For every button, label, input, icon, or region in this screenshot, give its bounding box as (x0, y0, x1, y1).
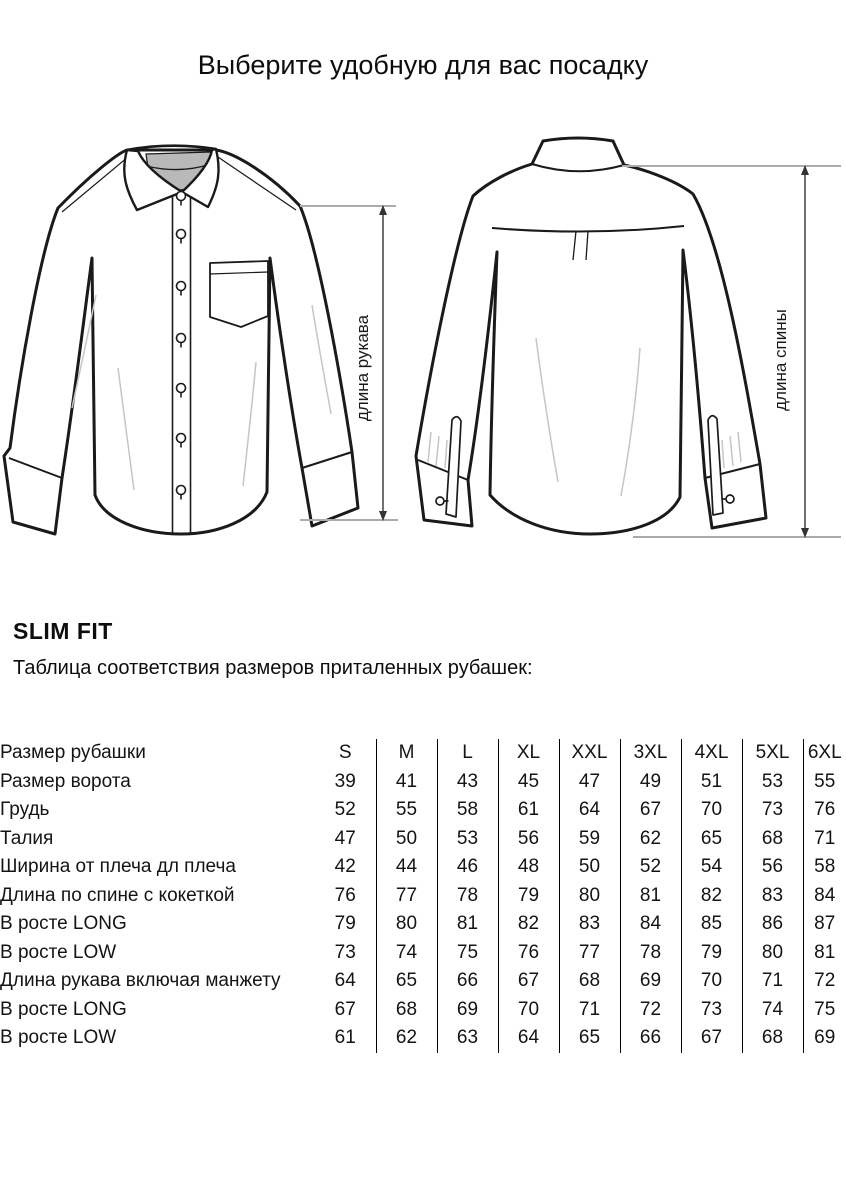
row-label: Длина рукава включая манжету (0, 970, 281, 992)
cell-value: 68 (742, 1024, 803, 1053)
cell-value: 73 (334, 941, 356, 963)
cell-value: 80 (742, 939, 803, 968)
cell-value: 70 (681, 967, 742, 996)
chest-pocket (210, 261, 268, 327)
cell-value: 65 (681, 825, 742, 854)
cell-value: 64 (498, 1024, 559, 1053)
shirt-diagrams (0, 130, 846, 580)
cell-value: 58 (437, 796, 498, 825)
cell-value: 81 (437, 910, 498, 939)
cell-value: 63 (437, 1024, 498, 1053)
cell-value: 62 (376, 1024, 437, 1053)
cell-value: 66 (620, 1024, 681, 1053)
cell-value: 55 (376, 796, 437, 825)
size-table-row (0, 882, 846, 911)
cell-value: 73 (742, 796, 803, 825)
cell-value: 49 (620, 768, 681, 797)
size-table-row (0, 1024, 846, 1053)
cell-value: 82 (681, 882, 742, 911)
cell-value: 45 (498, 768, 559, 797)
cell-value: 47 (334, 827, 356, 849)
size-table-row (0, 825, 846, 854)
row-label: В росте LONG (0, 913, 127, 935)
cell-value: 4XL (681, 739, 742, 768)
cell-value: 56 (742, 853, 803, 882)
cell-value: XL (498, 739, 559, 768)
cell-value: 71 (803, 825, 846, 854)
cell-value: 84 (620, 910, 681, 939)
cell-value: 64 (334, 970, 356, 992)
cell-value: 69 (437, 996, 498, 1025)
page-title: Выберите удобную для вас посадку (197, 50, 649, 80)
cell-value: 59 (559, 825, 620, 854)
row-label: Ширина от плеча дл плеча (0, 856, 236, 878)
cell-value: 58 (803, 853, 846, 882)
cell-value: 86 (742, 910, 803, 939)
cell-value: 79 (498, 882, 559, 911)
fit-subtitle: Таблица соответствия размеров приталенных рубашек: (13, 657, 533, 679)
cell-value: 69 (620, 967, 681, 996)
cell-value: 61 (498, 796, 559, 825)
cell-value: 76 (334, 884, 356, 906)
cell-value: 70 (498, 996, 559, 1025)
cell-value: 5XL (742, 739, 803, 768)
shirt-back-diagram (400, 130, 846, 580)
cell-value: 50 (559, 853, 620, 882)
cell-value: 78 (620, 939, 681, 968)
cell-value: 81 (620, 882, 681, 911)
row-label: Размер рубашки (0, 742, 146, 764)
cell-value: 42 (334, 856, 356, 878)
cell-value: 56 (498, 825, 559, 854)
row-label: Длина по спине с кокеткой (0, 884, 235, 906)
cell-value: 76 (498, 939, 559, 968)
cell-value: 83 (559, 910, 620, 939)
cell-value: 53 (437, 825, 498, 854)
row-label: В росте LOW (0, 941, 117, 963)
cell-value: 78 (437, 882, 498, 911)
cell-value: 41 (376, 768, 437, 797)
cell-value: 79 (334, 913, 356, 935)
cell-value: 67 (498, 967, 559, 996)
row-label: В росте LOW (0, 1027, 117, 1049)
cell-value: 73 (681, 996, 742, 1025)
cell-value: 3XL (620, 739, 681, 768)
size-table-row (0, 910, 846, 939)
shirt-front-diagram (0, 130, 400, 580)
cell-value: M (376, 739, 437, 768)
cell-value: L (437, 739, 498, 768)
row-label: В росте LONG (0, 998, 127, 1020)
cell-value: 52 (334, 799, 356, 821)
cell-value: 77 (376, 882, 437, 911)
cell-value: 44 (376, 853, 437, 882)
back-length-label: длина спины (771, 309, 790, 411)
size-table-row (0, 939, 846, 968)
size-table (0, 739, 846, 1053)
cell-value: 65 (376, 967, 437, 996)
cell-value: 76 (803, 796, 846, 825)
size-table-row (0, 996, 846, 1025)
cell-value: 68 (559, 967, 620, 996)
cell-value: 6XL (803, 739, 846, 768)
cell-value: 51 (681, 768, 742, 797)
cell-value: 85 (681, 910, 742, 939)
cell-value: 66 (437, 967, 498, 996)
cell-value: 52 (620, 853, 681, 882)
cell-value: 64 (559, 796, 620, 825)
cell-value: 74 (376, 939, 437, 968)
row-label: Размер ворота (0, 770, 131, 792)
fit-heading: SLIM FIT (13, 618, 113, 644)
cell-value: 72 (803, 967, 846, 996)
cell-value: 87 (803, 910, 846, 939)
cell-value: 82 (498, 910, 559, 939)
cell-value: 55 (803, 768, 846, 797)
cell-value: 65 (559, 1024, 620, 1053)
cell-value: 80 (376, 910, 437, 939)
cell-value: 80 (559, 882, 620, 911)
size-table-row (0, 853, 846, 882)
cell-value: 81 (803, 939, 846, 968)
cell-value: 75 (803, 996, 846, 1025)
size-table-row (0, 768, 846, 797)
cell-value: 75 (437, 939, 498, 968)
size-table-row (0, 796, 846, 825)
cell-value: 69 (803, 1024, 846, 1053)
cell-value: S (338, 742, 352, 764)
size-table-header-row (0, 739, 846, 768)
cell-value: 72 (620, 996, 681, 1025)
cell-value: 43 (437, 768, 498, 797)
cell-value: 47 (559, 768, 620, 797)
cell-value: 67 (620, 796, 681, 825)
cell-value: 62 (620, 825, 681, 854)
cell-value: 83 (742, 882, 803, 911)
cell-value: 71 (742, 967, 803, 996)
size-table-row (0, 967, 846, 996)
row-label: Грудь (0, 799, 50, 821)
row-label: Талия (0, 827, 54, 849)
cell-value: 39 (334, 770, 356, 792)
cell-value: 70 (681, 796, 742, 825)
cell-value: 67 (334, 998, 356, 1020)
cell-value: 54 (681, 853, 742, 882)
cell-value: 77 (559, 939, 620, 968)
cell-value: 53 (742, 768, 803, 797)
cell-value: 74 (742, 996, 803, 1025)
cell-value: 68 (376, 996, 437, 1025)
cell-value: 84 (803, 882, 846, 911)
cell-value: 46 (437, 853, 498, 882)
cell-value: 67 (681, 1024, 742, 1053)
sleeve-length-label: длина рукава (353, 314, 372, 422)
cell-value: XXL (559, 739, 620, 768)
cell-value: 71 (559, 996, 620, 1025)
cell-value: 68 (742, 825, 803, 854)
cell-value: 48 (498, 853, 559, 882)
size-table-body (0, 739, 846, 1053)
cell-value: 61 (334, 1027, 356, 1049)
cell-value: 50 (376, 825, 437, 854)
cell-value: 79 (681, 939, 742, 968)
